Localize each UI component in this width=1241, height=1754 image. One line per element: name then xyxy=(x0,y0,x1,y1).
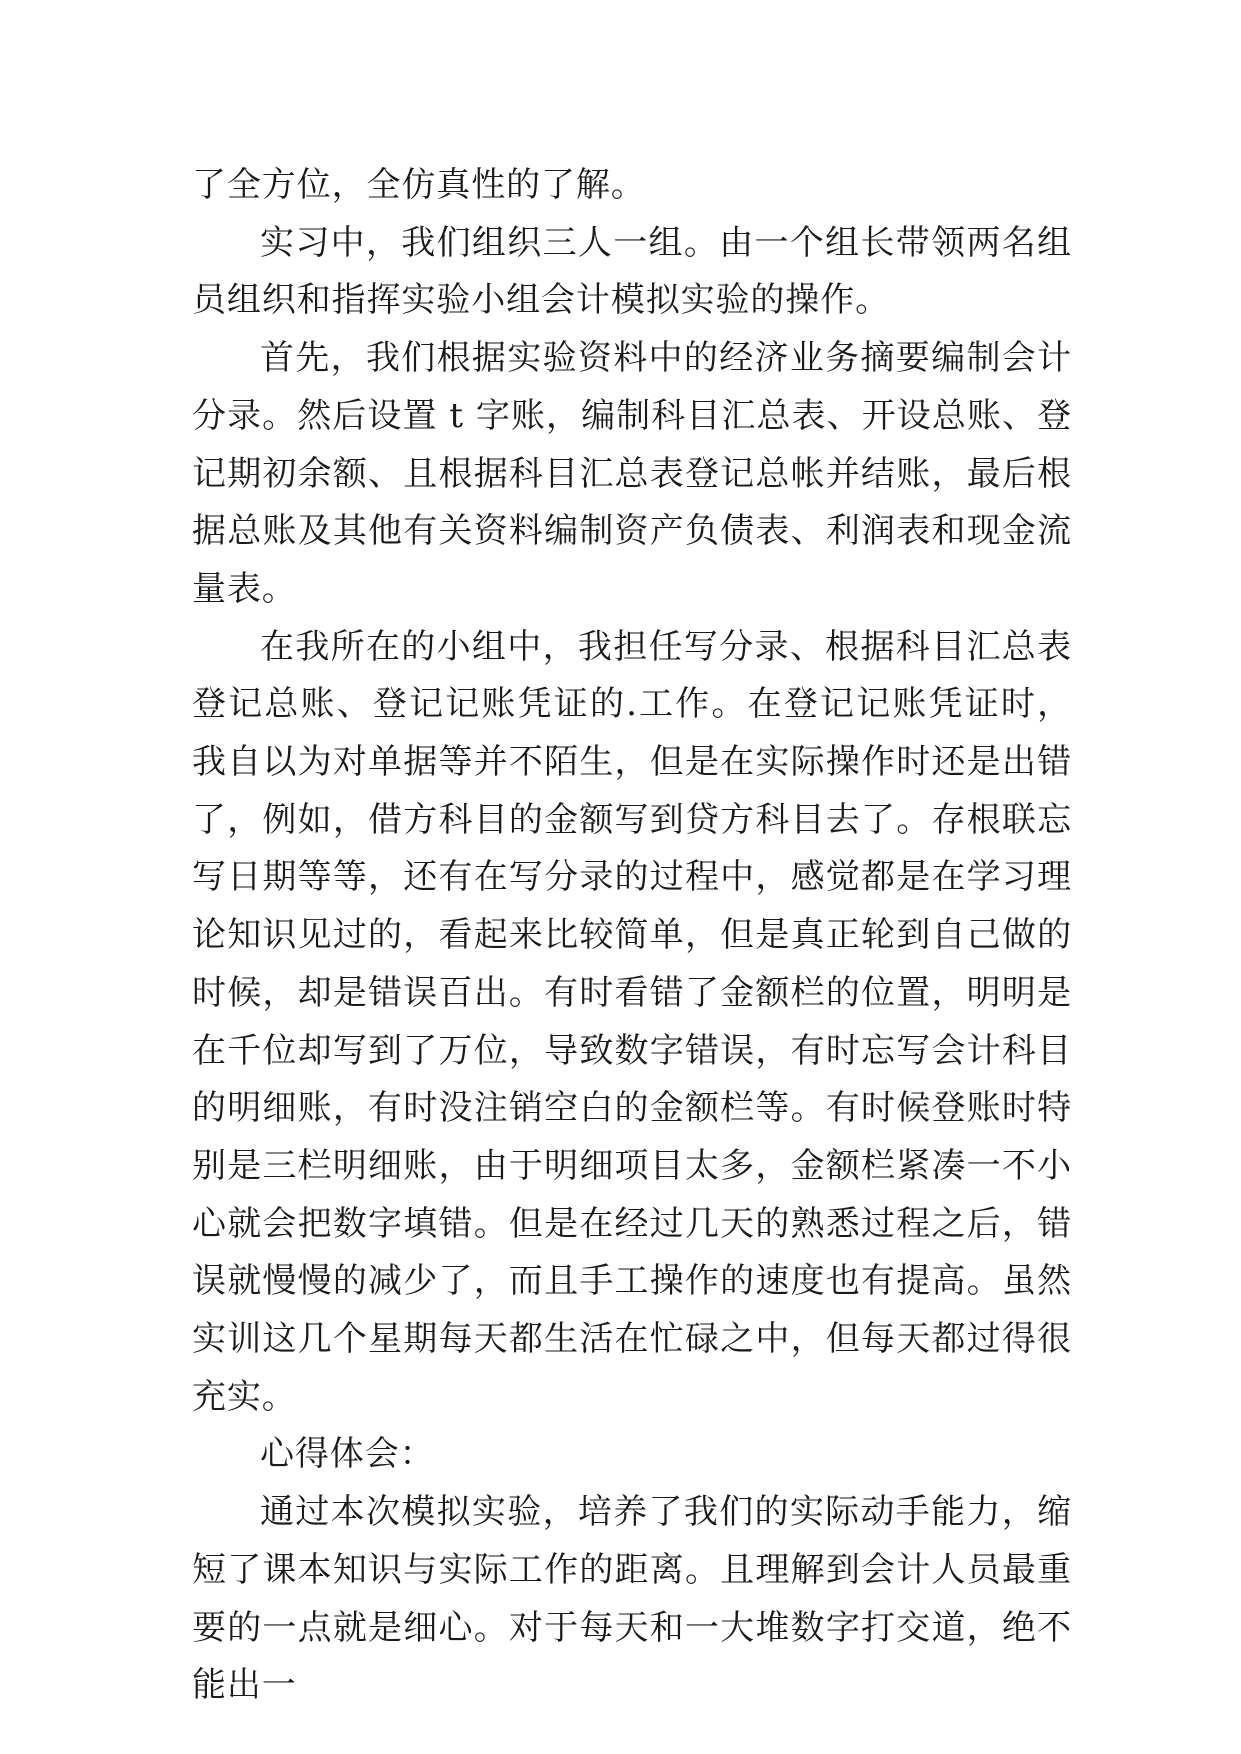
paragraph-team-organization: 实习中，我们组织三人一组。由一个组长带领两名组员组织和指挥实验小组会计模拟实验的操作。 xyxy=(192,222,1072,321)
section-heading-reflections: 心得体会： xyxy=(260,1434,435,1475)
document-body xyxy=(192,157,1072,1715)
paragraph-my-work: 在我所在的小组中，我担任写分录、根据科目汇总表登记总账、登记记账凭证的.工作。在登记记账凭证时，我自以为对单据等并不陌生，但是在实际操作时还是出错了，例如，借方科目的金额写到贷方科目去了。存根联忘写日期等等，还有在写分录的过程中，感觉都是在学习理论知识见过的，看起来比较简单，但是真正轮到自己做的时候，却是错误百出。有时看错了金额栏的位置，明明是在千位却写到了万位，导致数字错误，有时忘写会计科目的明细账，有时没注销空白的金额栏等。有时候登账时特别是三栏明细账，由于明细项目太多，金额栏紧凑一不小心就会把数字填错。但是在经过几天的熟悉过程之后，错误就慢慢的减少了，而且手工操作的速度也有提高。虽然实训这几个星期每天都生活在忙碌之中，但每天都过得很充实。 xyxy=(192,626,1072,1417)
paragraph-reflections: 通过本次模拟实验，培养了我们的实际动手能力，缩短了课本知识与实际工作的距离。且理解到会计人员最重要的一点就是细心。对于每天和一大堆数字打交道，绝不能出一 xyxy=(192,1492,1072,1706)
paragraph-continuation: 了全方位，全仿真性的了解。 xyxy=(192,165,646,205)
paragraph-procedure: 首先，我们根据实验资料中的经济业务摘要编制会计分录。然后设置 t 字账，编制科目汇总表、开设总账、登记期初余额、且根据科目汇总表登记总帐并结账，最后根据总账及其他有关资料编制资产负债表、利润表和现金流量表。 xyxy=(192,338,1072,609)
